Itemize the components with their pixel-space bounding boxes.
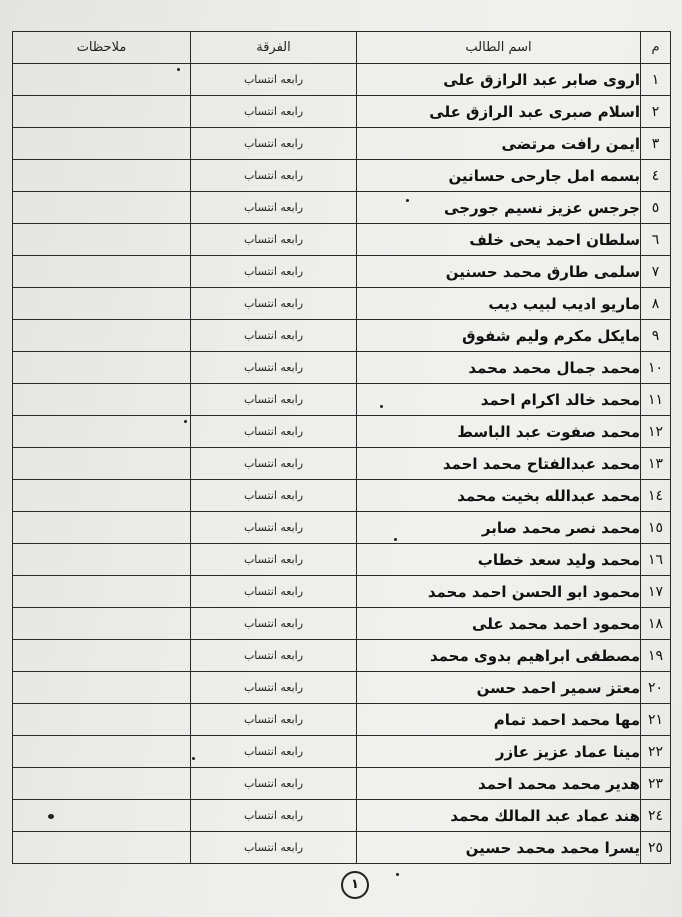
table-row <box>13 512 671 544</box>
table-header-row <box>13 32 671 64</box>
table-row <box>13 64 671 96</box>
row-number: ٢٣ <box>641 768 671 800</box>
row-student-name: محمد جمال محمد محمد <box>357 352 641 384</box>
row-notes <box>13 96 191 128</box>
header-notes: ملاحظات <box>13 32 191 64</box>
table-row <box>13 352 671 384</box>
row-number: ١ <box>641 64 671 96</box>
row-notes <box>13 416 191 448</box>
row-number: ٣ <box>641 128 671 160</box>
row-year: رابعه انتساب <box>191 288 357 320</box>
row-number: ٢٢ <box>641 736 671 768</box>
row-year: رابعه انتساب <box>191 192 357 224</box>
row-number: ٧ <box>641 256 671 288</box>
row-notes <box>13 256 191 288</box>
row-number: ١٥ <box>641 512 671 544</box>
row-year: رابعه انتساب <box>191 320 357 352</box>
row-student-name: بسمه امل جارحى حسانين <box>357 160 641 192</box>
row-year: رابعه انتساب <box>191 384 357 416</box>
row-notes <box>13 64 191 96</box>
row-number: ٢١ <box>641 704 671 736</box>
row-notes <box>13 224 191 256</box>
row-number: ١٨ <box>641 608 671 640</box>
table-body <box>13 64 671 864</box>
row-number: ٢٥ <box>641 832 671 864</box>
page-number: ١ <box>341 871 369 899</box>
row-notes <box>13 800 191 832</box>
row-notes <box>13 160 191 192</box>
row-notes <box>13 352 191 384</box>
row-year: رابعه انتساب <box>191 512 357 544</box>
table-row <box>13 224 671 256</box>
row-number: ٨ <box>641 288 671 320</box>
row-year: رابعه انتساب <box>191 704 357 736</box>
row-year: رابعه انتساب <box>191 672 357 704</box>
row-year: رابعه انتساب <box>191 256 357 288</box>
ink-speck <box>192 757 195 760</box>
ink-speck <box>184 420 187 423</box>
row-notes <box>13 704 191 736</box>
row-notes <box>13 544 191 576</box>
ink-speck <box>394 538 397 541</box>
row-notes <box>13 480 191 512</box>
row-number: ٢٤ <box>641 800 671 832</box>
row-student-name: محمد عبدالفتاح محمد احمد <box>357 448 641 480</box>
table-row <box>13 416 671 448</box>
table-row <box>13 800 671 832</box>
table-row <box>13 128 671 160</box>
row-student-name: معتز سمير احمد حسن <box>357 672 641 704</box>
row-number: ٥ <box>641 192 671 224</box>
row-notes <box>13 576 191 608</box>
table-row <box>13 160 671 192</box>
row-year: رابعه انتساب <box>191 224 357 256</box>
table-row <box>13 608 671 640</box>
row-student-name: محمد صفوت عبد الباسط <box>357 416 641 448</box>
row-student-name: اسلام صبرى عبد الرازق على <box>357 96 641 128</box>
row-year: رابعه انتساب <box>191 128 357 160</box>
row-notes <box>13 768 191 800</box>
row-number: ١٩ <box>641 640 671 672</box>
row-number: ١٣ <box>641 448 671 480</box>
header-year: الفرقة <box>191 32 357 64</box>
table-row <box>13 448 671 480</box>
row-student-name: ايمن رافت مرتضى <box>357 128 641 160</box>
row-year: رابعه انتساب <box>191 416 357 448</box>
row-notes <box>13 448 191 480</box>
row-number: ١٧ <box>641 576 671 608</box>
table-row <box>13 832 671 864</box>
row-year: رابعه انتساب <box>191 160 357 192</box>
row-student-name: ماريو اديب لبيب ديب <box>357 288 641 320</box>
table-row <box>13 672 671 704</box>
table-row <box>13 576 671 608</box>
row-year: رابعه انتساب <box>191 64 357 96</box>
row-year: رابعه انتساب <box>191 448 357 480</box>
table-row <box>13 640 671 672</box>
row-notes <box>13 128 191 160</box>
ink-speck <box>380 405 383 408</box>
ink-speck <box>177 68 180 71</box>
row-number: ١٠ <box>641 352 671 384</box>
ink-speck <box>48 814 54 819</box>
table-row <box>13 256 671 288</box>
row-student-name: مها محمد احمد تمام <box>357 704 641 736</box>
ink-speck <box>406 199 409 202</box>
row-year: رابعه انتساب <box>191 480 357 512</box>
table-row <box>13 768 671 800</box>
row-year: رابعه انتساب <box>191 640 357 672</box>
row-number: ١٤ <box>641 480 671 512</box>
row-number: ٢ <box>641 96 671 128</box>
row-year: رابعه انتساب <box>191 96 357 128</box>
row-notes <box>13 608 191 640</box>
table-row <box>13 384 671 416</box>
row-year: رابعه انتساب <box>191 736 357 768</box>
row-year: رابعه انتساب <box>191 576 357 608</box>
row-number: ٢٠ <box>641 672 671 704</box>
row-student-name: محمود احمد محمد على <box>357 608 641 640</box>
table-row <box>13 704 671 736</box>
row-number: ١٦ <box>641 544 671 576</box>
row-notes <box>13 672 191 704</box>
row-number: ٤ <box>641 160 671 192</box>
header-number: م <box>641 32 671 64</box>
row-year: رابعه انتساب <box>191 832 357 864</box>
row-student-name: محمد نصر محمد صابر <box>357 512 641 544</box>
row-notes <box>13 384 191 416</box>
row-notes <box>13 192 191 224</box>
row-year: رابعه انتساب <box>191 352 357 384</box>
row-year: رابعه انتساب <box>191 768 357 800</box>
row-student-name: سلطان احمد يحى خلف <box>357 224 641 256</box>
row-number: ٦ <box>641 224 671 256</box>
row-year: رابعه انتساب <box>191 800 357 832</box>
row-student-name: سلمى طارق محمد حسنين <box>357 256 641 288</box>
row-number: ٩ <box>641 320 671 352</box>
row-student-name: محمد خالد اكرام احمد <box>357 384 641 416</box>
row-number: ١٢ <box>641 416 671 448</box>
row-notes <box>13 736 191 768</box>
table-row <box>13 320 671 352</box>
row-student-name: اروى صابر عبد الرازق على <box>357 64 641 96</box>
row-notes <box>13 832 191 864</box>
table-row <box>13 736 671 768</box>
row-student-name: مصطفى ابراهيم بدوى محمد <box>357 640 641 672</box>
row-student-name: هند عماد عبد المالك محمد <box>357 800 641 832</box>
row-year: رابعه انتساب <box>191 544 357 576</box>
row-student-name: محمد وليد سعد خطاب <box>357 544 641 576</box>
row-notes <box>13 288 191 320</box>
header-student-name: اسم الطالب <box>357 32 641 64</box>
table-row <box>13 288 671 320</box>
table-row <box>13 192 671 224</box>
row-notes <box>13 320 191 352</box>
row-student-name: محمود ابو الحسن احمد محمد <box>357 576 641 608</box>
row-notes <box>13 640 191 672</box>
ink-speck <box>396 873 399 876</box>
row-student-name: مينا عماد عزيز عازر <box>357 736 641 768</box>
row-number: ١١ <box>641 384 671 416</box>
row-notes <box>13 512 191 544</box>
row-student-name: محمد عبدالله بخيت محمد <box>357 480 641 512</box>
student-roster-table <box>12 31 671 864</box>
table-row <box>13 96 671 128</box>
table-row <box>13 480 671 512</box>
row-student-name: مايكل مكرم وليم شفوق <box>357 320 641 352</box>
row-student-name: هدير محمد محمد احمد <box>357 768 641 800</box>
row-student-name: يسرا محمد محمد حسين <box>357 832 641 864</box>
table-row <box>13 544 671 576</box>
row-year: رابعه انتساب <box>191 608 357 640</box>
row-student-name: جرجس عزيز نسيم جورجى <box>357 192 641 224</box>
